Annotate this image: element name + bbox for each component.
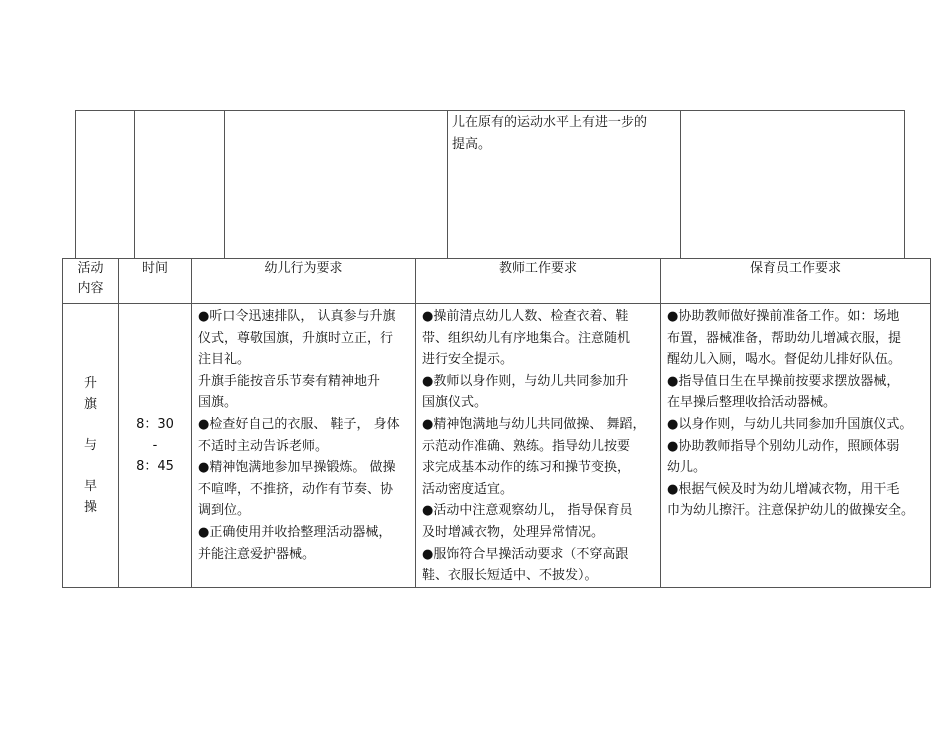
time-end: 8：45	[136, 458, 174, 474]
fragment-col-line	[75, 110, 76, 258]
child-line: ●听口令迅速排队， 认真参与升旗	[198, 309, 396, 324]
fragment-col-line	[680, 110, 681, 258]
child-line: 注目礼。	[198, 352, 251, 368]
header-teacher: 教师工作要求	[416, 259, 661, 304]
activity-char: 早	[83, 478, 97, 494]
teacher-line: ●活动中注意观察幼儿， 指导保育员	[422, 503, 633, 519]
header-nurse: 保育员工作要求	[661, 259, 931, 304]
nurse-line: 在早操后整理收拾活动器械。	[667, 395, 837, 411]
header-time: 时间	[119, 259, 192, 304]
activity-char: 升	[83, 375, 97, 391]
nurse-line: ●根据气候及时为幼儿增减衣物，用干毛	[667, 481, 900, 497]
child-line: 并能注意爱护器械。	[198, 546, 316, 562]
activity-char: 与	[83, 437, 97, 453]
teacher-line: 带、组织幼儿有序地集合。注意随机	[422, 330, 631, 346]
teacher-line: ●操前清点幼儿人数、检查衣着、鞋	[422, 309, 629, 324]
child-line: 升旗手能按音乐节奏有精神地升	[198, 373, 381, 389]
teacher-line: 鞋、衣服长短适中、不披发）。	[422, 568, 598, 584]
child-line: 不适时主动告诉老师。	[198, 438, 329, 454]
schedule-table	[62, 258, 931, 588]
header-activity-line: 内容	[77, 281, 104, 296]
child-line: ●检查好自己的衣服、 鞋子， 身体	[198, 416, 400, 432]
teacher-line: ●精神饱满地与幼儿共同做操、 舞蹈，	[422, 416, 646, 432]
child-line: 不喧哗，不推挤，动作有节奏、协	[198, 481, 394, 497]
teacher-requirements-cell	[416, 304, 661, 588]
header-activity	[63, 259, 119, 304]
teacher-line: 进行安全提示。	[422, 352, 514, 368]
table-row	[63, 304, 931, 588]
child-line: 仪式，尊敬国旗，升旗时立正，行	[198, 330, 394, 346]
child-line: ●正确使用并收拾整理活动器械，	[198, 524, 392, 540]
teacher-line: 及时增减衣物，处理异常情况。	[422, 524, 605, 540]
child-requirements-cell	[192, 304, 416, 588]
time-cell	[119, 304, 192, 588]
table-header-row	[63, 259, 931, 304]
fragment-col-line	[904, 110, 905, 258]
fragment-top-border	[75, 110, 905, 111]
child-line: ●精神饱满地参加早操锻炼。 做操	[198, 460, 396, 476]
teacher-line: ●教师以身作则，与幼儿共同参加升	[422, 373, 629, 389]
fragment-col-line	[134, 110, 135, 258]
time-start: 8：30	[136, 416, 174, 432]
header-child: 幼儿行为要求	[192, 259, 416, 304]
teacher-line: ●服饰符合早操活动要求（不穿高跟	[422, 546, 629, 562]
nurse-line: 醒幼儿入厕，喝水。督促幼儿排好队伍。	[667, 352, 902, 368]
fragment-col-line	[447, 110, 448, 258]
activity-char: 操	[83, 499, 97, 515]
fragment-text-line: 儿在原有的运动水平上有进一步的	[452, 115, 648, 130]
teacher-line: 活动密度适宜。	[422, 481, 514, 497]
time-separator: -	[152, 437, 158, 453]
child-line: 调到位。	[198, 503, 251, 519]
nurse-line: ●指导值日生在早操前按要求摆放器械，	[667, 373, 900, 389]
nurse-line: 巾为幼儿擦汗。注意保护幼儿的做操安全。	[667, 503, 915, 519]
fragment-text	[452, 112, 674, 156]
nurse-line: ●协助教师指导个别幼儿动作，照顾体弱	[667, 438, 900, 454]
nurse-line: 幼儿。	[667, 460, 707, 476]
teacher-line: 国旗仪式。	[422, 395, 488, 411]
child-line: 国旗。	[198, 395, 238, 411]
nurse-requirements-cell	[661, 304, 931, 588]
nurse-line: 布置，器械准备，帮助幼儿增减衣服，提	[667, 330, 902, 346]
nurse-line: ●以身作则，与幼儿共同参加升国旗仪式。	[667, 416, 913, 432]
fragment-col-line	[224, 110, 225, 258]
nurse-line: ●协助教师做好操前准备工作。如：场地	[667, 309, 900, 324]
teacher-line: 求完成基本动作的练习和操节变换，	[422, 460, 631, 476]
activity-char: 旗	[83, 396, 97, 412]
teacher-line: 示范动作准确、熟练。指导幼儿按要	[422, 438, 631, 454]
activity-cell	[63, 304, 119, 588]
header-activity-line: 活动	[77, 261, 104, 276]
fragment-text-line: 提高。	[452, 137, 492, 152]
